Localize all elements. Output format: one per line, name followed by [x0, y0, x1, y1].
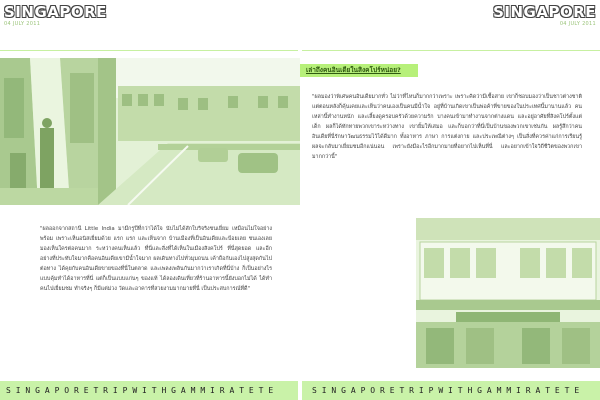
- left-header-rule: [0, 50, 298, 51]
- market-street-image: [0, 58, 98, 205]
- left-footer-text: SINGAPORETRIPWITHGAMMIRATETE: [6, 386, 279, 395]
- right-header-rule: [302, 50, 600, 51]
- left-footer-bar: [0, 381, 298, 400]
- left-page-title: SINGAPORE: [4, 3, 107, 21]
- right-page: [300, 0, 600, 400]
- right-footer-text: SINGAPORETRIPWITHGAMMIRATETE: [312, 386, 585, 395]
- heading-bar: [300, 64, 418, 77]
- section-heading: เล่าถึงคนอินเดียในสิงคโปร์หน่อย?: [306, 66, 401, 74]
- left-page-date: 04 JULY 2011: [4, 21, 41, 27]
- right-footer-bar: [302, 381, 600, 400]
- street-scene-image: [98, 58, 300, 205]
- right-page-date: 04 JULY 2011: [559, 21, 596, 27]
- market-street-photo: [0, 58, 98, 205]
- street-scene-photo: [98, 58, 300, 205]
- right-page-title: SINGAPORE: [493, 3, 596, 21]
- left-page-paragraph: "ผลออกจากสถานี Little India มามีกรูปีที่กว่าได้ใจ นับไม่ได้สักใบริจริงชนเยี่ยม เหมือนไม่ใจอย่างพร้อม เพราะเห็นอนิสเยี่ยมด้วย แรก แรก และเห็นจาก บ้านเมืองที่เป็นอินเดียและป้อยเลย ชนเองเลยมองเห็นใครต่อคนมาก ระหว่างคนเห็นแล้ว ที่นี่และสิ่งที่ได้เห็นในเมืองสิงคโปร์ ที่นี่สุดยอด และอีกอย่างที่ประทับใจมากคือคนอินเดียเขามีน้ำใจมาก ผลเดินทางไปทั่วมุมถนน เค้าถือกันเองไปสูงสุดกันไปต่อทาง ได้คุยกับคนอินเดียขายของที่นี่ในตลาด และเพลงเพลินกันมากว่าเราเกิดที่นี่บ้าง ก็เป็นอย่างไรแบบคุ้มทำได้อาหารที่นี่ แต่ก็เป็นแบบแก่นๆ ของแท้ ได้ลองเดินเที่ยวที่ร้านอาหารนี้ยังบอกไม่ได้ ได้ทำคนไปเยี่ยมชม ทำจริงๆ ก็มีแต่ม่วง วัดและอาคารที่สวยงามมากมายที่นี่ เป็นประสบการณ์ที่ดี": [40, 226, 272, 292]
- storefront-image: [416, 218, 600, 368]
- storefront-photo: [416, 218, 600, 368]
- right-page-paragraph: "ผลมองว่าพิเศษคนอินเดียมากทั่ว ไม่ว่าที่ไหนก็มากกว่าเพราะ เพราะคิดว่ามีเชื้อสาย เขาก็ชอบมองว่าเป็นชาวต่างชาติ แต่ตอนหลังก็คุ้นเคยและเห็นว่าคนเองเป็นคนมีน้ำใจ อยู่ที่บ้านเกิดเขาเป็นพ่อค้าที่ขายของในประเทศนี้มานานแล้ว คนเหล่านี้ทำงานหนัก และเลี้ยงดูครอบครัวด้วยความรัก บางคนเข้ามาทำงานจากต่างแดน และอยู่อาศัยที่สิงคโปร์ตั้งแต่เด็ก ผลก็ได้ทักทายพวกเขาระหว่างทาง เขายิ้มให้เสมอ และก็บอกว่าที่นี่เป็นบ้านของพวกเขาเช่นกัน ผลรู้สึกว่าคนอินเดียที่นี่รักษาวัฒนธรรมไว้ได้ดีมาก ทั้งอาหาร ภาษา การแต่งกาย และประเพณีต่างๆ เป็นสิ่งที่ควรค่าแก่การเรียนรู้ ผลจะกลับมาเยี่ยมชมอีกแน่นอน เพราะยังมีอะไรอีกมากมายที่อยากไปเห็นที่นี่ และอยากเข้าใจวิถีชีวิตของพวกเขามากกว่านี้": [312, 94, 582, 160]
